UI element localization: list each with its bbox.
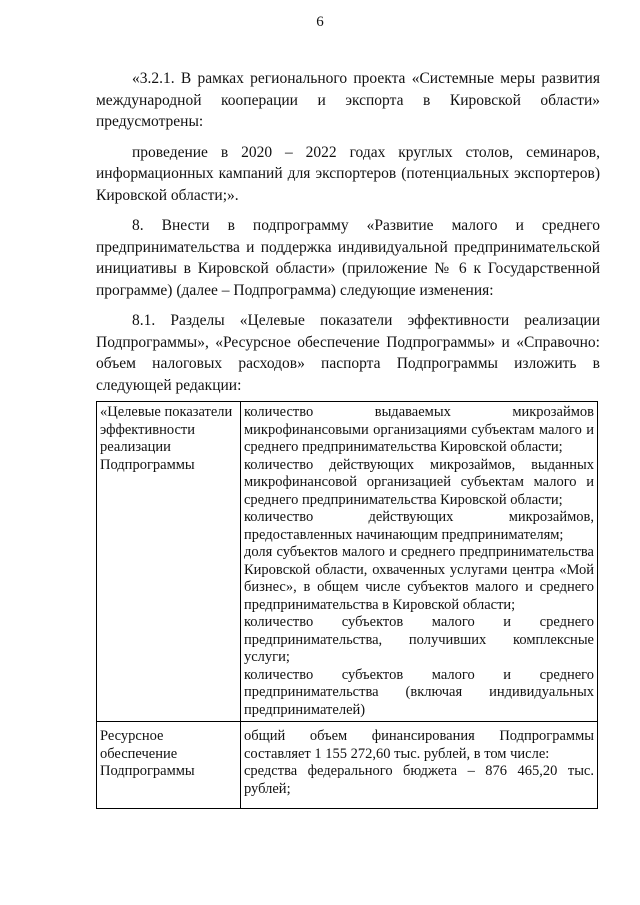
body-paragraphs [96,68,600,396]
target-item: количество действующих микрозаймов, выданных микрофинансовой организацией субъектам малого и среднего предпринимательства Кировской области; [244,456,594,508]
resource-item: средства федерального бюджета – 876 465,20 тыс. рублей; [244,763,594,797]
table-row [97,402,598,722]
row-header-targets: «Целевые показатели эффективности реализации Подпрограммы [97,402,241,722]
target-item: количество субъектов малого и среднего предпринимательства, получивших комплексные услуги; [244,614,594,665]
paragraph-events: проведение в 2020 – 2022 годах круглых столов, семинаров, информационных кампаний для экспортеров (потенциальных экспортеров) Кировской области;». [96,143,600,204]
target-item: количество субъектов малого и среднего предпринимательства (включая индивидуальных предпринимателей) [244,666,594,718]
paragraph-3-2-1: «3.2.1. В рамках регионального проекта «Системные меры развития международной кооперации и экспорта в Кировской области» предусмотрены: [96,70,600,130]
table-row [97,722,598,809]
resource-item: общий объем финансирования Подпрограммы составляет 1 155 272,60 тыс. рублей, в том числе: [244,728,594,762]
paragraph-8-1: 8.1. Разделы «Целевые показатели эффективности реализации Подпрограммы», «Ресурсное обеспечение Подпрограммы» и «Справочно: объем налоговых расходов» паспорта Подпрограммы изложить в следующей редакции: [96,312,600,394]
target-item: количество действующих микрозаймов, предоставленных начинающим предпринимателям; [244,509,594,543]
row-content-resources [241,722,598,809]
target-item: количество выдаваемых микрозаймов микрофинансовыми организациями субъектам малого и среднего предпринимательства Кировской области; [244,404,594,455]
target-item: доля субъектов малого и среднего предпринимательства Кировской области, охваченных услугами центра «Мой бизнес», в общем числе субъектов малого и среднего предпринимательства в Кировской области; [244,544,594,613]
row-content-targets [241,402,598,722]
page-number: 6 [316,14,324,30]
paragraph-8: 8. Внести в подпрограмму «Развитие малого и среднего предпринимательства и поддержка индивидуальной предпринимательской инициативы в Кировской области» (приложение № 6 к Государственной программе) (далее – Подпрограмма) следующие изменения: [96,217,600,299]
row-header-resources: Ресурсное обеспечение Подпрограммы [97,722,241,809]
passport-table [96,401,598,809]
